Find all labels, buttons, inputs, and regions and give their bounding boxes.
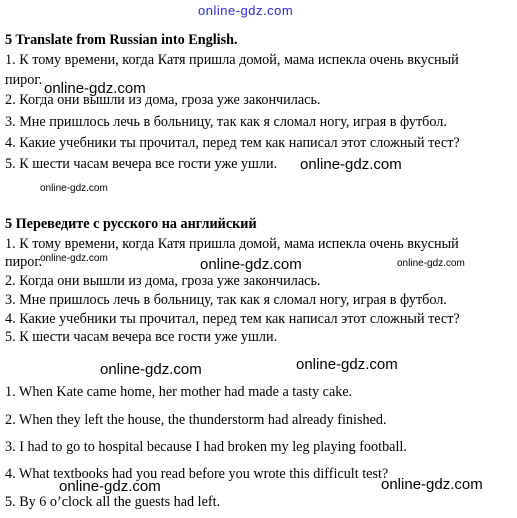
- watermark: online-gdz.com: [59, 478, 161, 495]
- watermark: online-gdz.com: [44, 80, 146, 97]
- list-item: 4. Какие учебники ты прочитал, перед тем как написал этот сложный тест?: [5, 135, 460, 151]
- list-item: 3. Мне пришлось лечь в больницу, так как я сломал ногу, играя в футбол.: [5, 292, 447, 308]
- watermark-top: online-gdz.com: [198, 3, 294, 18]
- answer-item: 3. I had to go to hospital because I had broken my leg playing football.: [5, 439, 407, 455]
- watermark: online-gdz.com: [296, 356, 398, 373]
- list-item: пирог.: [5, 254, 43, 270]
- answer-item: 4. What textbooks had you read before you wrote this difficult test?: [5, 466, 389, 482]
- watermark: online-gdz.com: [100, 361, 202, 378]
- watermark: online-gdz.com: [397, 258, 465, 269]
- answer-item: 1. When Kate came home, her mother had made a tasty cake.: [5, 384, 353, 400]
- list-item: 5. К шести часам вечера все гости уже ушли.: [5, 156, 278, 172]
- list-item: пирог.: [5, 72, 43, 88]
- list-item: 1. К тому времени, когда Катя пришла домой, мама испекла очень вкусный: [5, 236, 459, 252]
- list-item: 1. К тому времени, когда Катя пришла домой, мама испекла очень вкусный: [5, 52, 459, 68]
- watermark: online-gdz.com: [381, 476, 483, 493]
- watermark: online-gdz.com: [300, 156, 402, 173]
- list-item: 2. Когда они вышли из дома, гроза уже закончилась.: [5, 273, 321, 289]
- list-item: 5. К шести часам вечера все гости уже ушли.: [5, 329, 278, 345]
- list-item: 4. Какие учебники ты прочитал, перед тем как написал этот сложный тест?: [5, 311, 460, 327]
- watermark: online-gdz.com: [40, 183, 108, 194]
- watermark: online-gdz.com: [200, 256, 302, 273]
- section-heading: 5 Translate from Russian into English.: [5, 32, 238, 48]
- list-item: 3. Мне пришлось лечь в больницу, так как я сломал ногу, играя в футбол.: [5, 114, 447, 130]
- answer-item: 5. By 6 o’clock all the guests had left.: [5, 494, 221, 510]
- watermark: online-gdz.com: [40, 253, 108, 264]
- answer-item: 2. When they left the house, the thunderstorm had already finished.: [5, 412, 387, 428]
- section-heading: 5 Переведите с русского на английский: [5, 216, 257, 232]
- list-item: 2. Когда они вышли из дома, гроза уже закончилась.: [5, 92, 321, 108]
